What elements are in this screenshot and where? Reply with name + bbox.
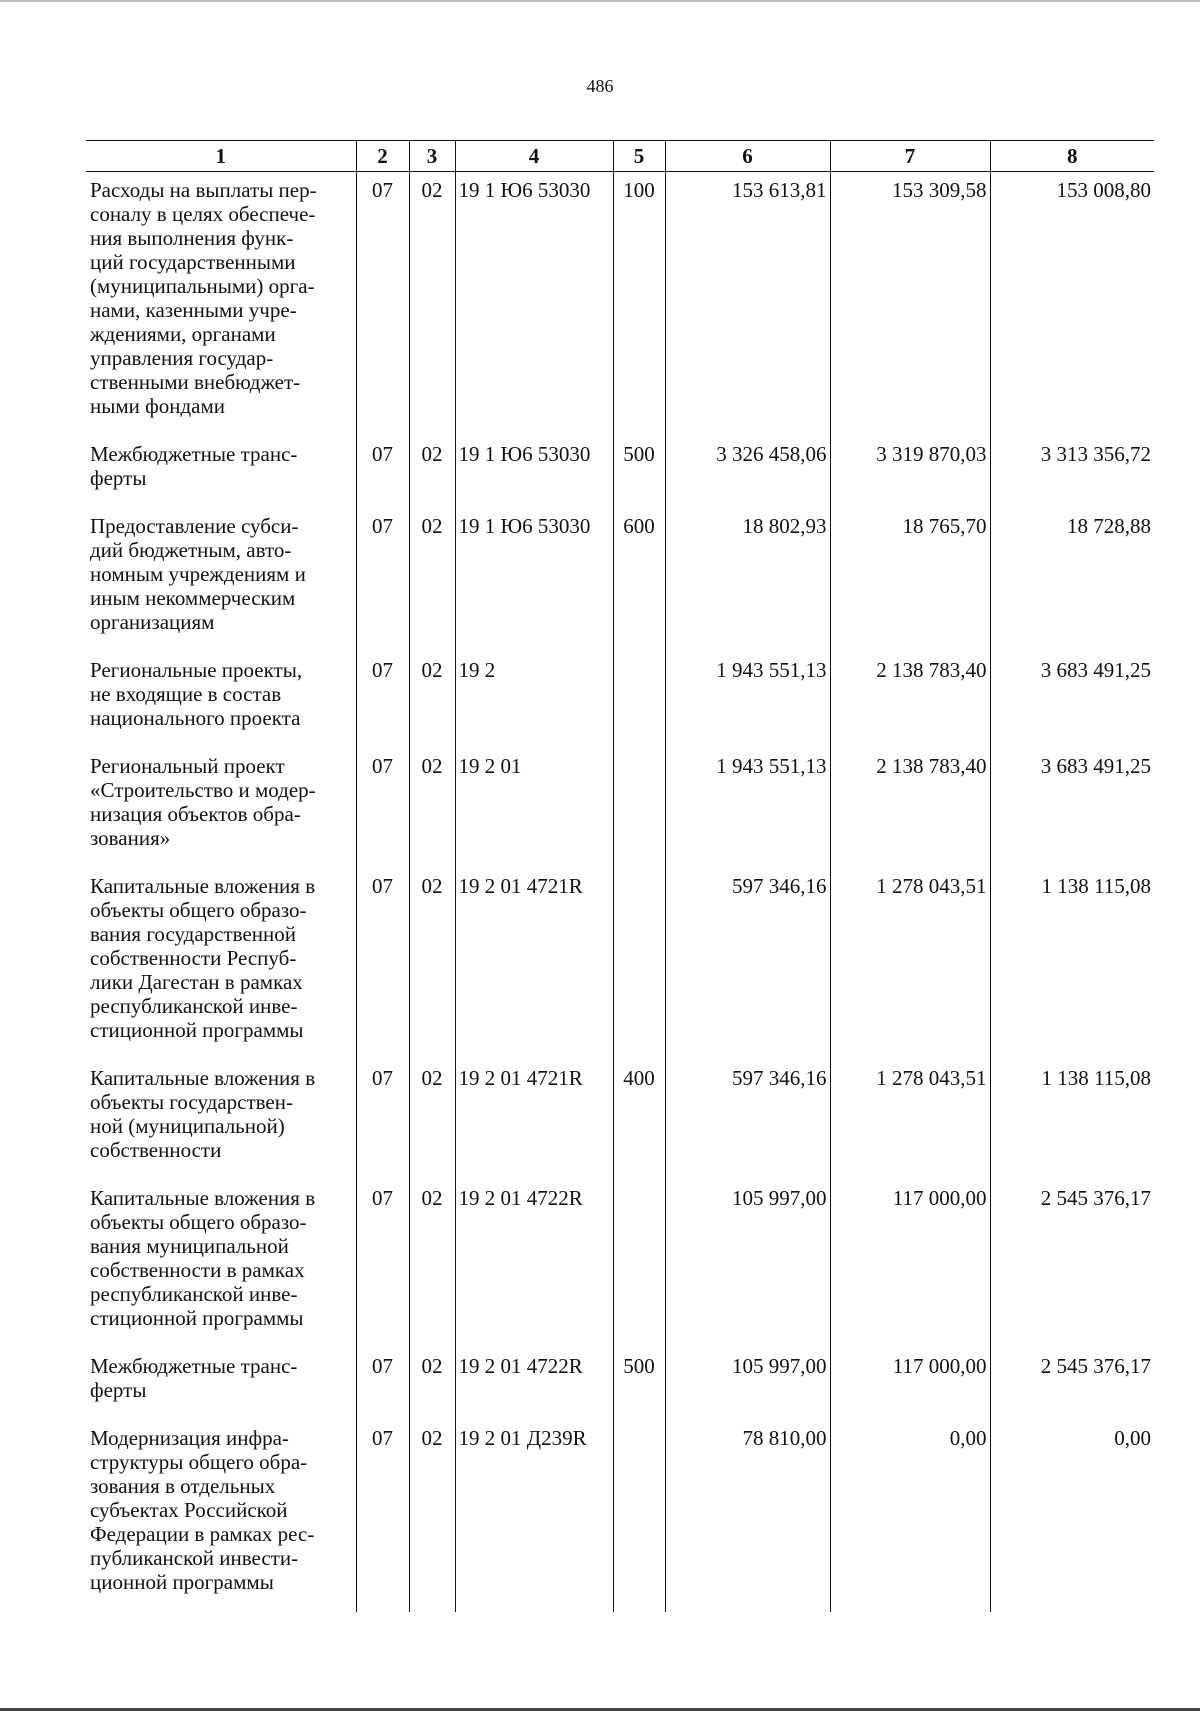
expense-name-cell [86,1180,356,1348]
expense-name-line: публиканской инвести- [90,1546,299,1570]
table-row [86,172,1154,437]
expense-type-cell [613,1420,665,1612]
amount-cell-col8: 3 683 491,25 [990,652,1154,748]
column-header: 5 [613,141,665,172]
expense-name-cell [86,508,356,652]
target-article-cell: 19 2 [455,652,613,748]
expense-name-line: ждениями, органами [90,322,276,346]
expense-type-cell [613,1180,665,1348]
expense-name-line: ционной программы [90,1570,274,1594]
target-article-cell: 19 2 01 4722R [455,1180,613,1348]
amount-cell-col7: 117 000,00 [830,1180,990,1348]
section-code-cell: 07 [356,748,409,868]
expense-name-line: организациям [90,610,215,634]
amount-cell-col6: 1 943 551,13 [665,748,830,868]
expense-name-line: номным учреждениям и [90,562,306,586]
subsection-code-cell: 02 [409,436,455,508]
amount-cell-col7: 117 000,00 [830,1348,990,1420]
amount-cell-col7: 153 309,58 [830,172,990,437]
expense-name-line: зования в отдельных [90,1474,276,1498]
amount-cell-col6: 18 802,93 [665,508,830,652]
expense-name-line: Региональные проекты, [90,658,303,682]
header-row [86,141,1154,172]
expense-type-cell: 400 [613,1060,665,1180]
amount-cell-col6: 153 613,81 [665,172,830,437]
expense-name-line: Федерации в рамках рес- [90,1522,315,1546]
expense-name-line: ций государственными [90,250,296,274]
expense-name-line: Региональный проект [90,754,285,778]
amount-cell-col8: 3 313 356,72 [990,436,1154,508]
column-header: 3 [409,141,455,172]
column-header: 4 [455,141,613,172]
amount-cell-col8: 0,00 [990,1420,1154,1612]
section-code-cell: 07 [356,1060,409,1180]
amount-cell-col8: 18 728,88 [990,508,1154,652]
section-code-cell: 07 [356,1180,409,1348]
expense-name-line: лики Дагестан в рамках [90,970,303,994]
expense-name-line: республиканской инве- [90,994,298,1018]
expense-name-cell [86,1420,356,1612]
amount-cell-col6: 3 326 458,06 [665,436,830,508]
expense-name-line: нами, казенными учре- [90,298,297,322]
expense-name-line: Межбюджетные транс- [90,442,298,466]
amount-cell-col6: 78 810,00 [665,1420,830,1612]
amount-cell-col8: 2 545 376,17 [990,1180,1154,1348]
table-body [86,172,1154,1613]
table-row [86,748,1154,868]
expense-name-line: вания государственной [90,922,297,946]
expense-type-cell: 600 [613,508,665,652]
expense-type-cell: 100 [613,172,665,437]
section-code-cell: 07 [356,508,409,652]
section-code-cell: 07 [356,868,409,1060]
column-header: 1 [86,141,356,172]
amount-cell-col8: 3 683 491,25 [990,748,1154,868]
expense-type-cell [613,868,665,1060]
expense-name-cell [86,652,356,748]
expense-type-cell: 500 [613,1348,665,1420]
expense-name-line: ния выполнения функ- [90,226,294,250]
expense-name-line: Модернизация инфра- [90,1426,289,1450]
expense-name-cell [86,1348,356,1420]
expense-type-cell: 500 [613,436,665,508]
column-header: 6 [665,141,830,172]
expense-name-line: объекты государствен- [90,1090,293,1114]
table-row [86,1180,1154,1348]
amount-cell-col7: 1 278 043,51 [830,1060,990,1180]
section-code-cell: 07 [356,172,409,437]
subsection-code-cell: 02 [409,868,455,1060]
expense-name-line: Капитальные вложения в [90,874,316,898]
target-article-cell: 19 1 Ю6 53030 [455,436,613,508]
expense-name-line: Предоставление субси- [90,514,299,538]
target-article-cell: 19 2 01 4721R [455,1060,613,1180]
expense-name-line: собственности в рамках [90,1258,305,1282]
table-row [86,508,1154,652]
expense-name-line: собственности [90,1138,222,1162]
expense-name-line: стиционной программы [90,1018,304,1042]
amount-cell-col8: 2 545 376,17 [990,1348,1154,1420]
expense-name-line: ферты [90,1378,147,1402]
target-article-cell: 19 2 01 4722R [455,1348,613,1420]
expense-name-line: не входящие в состав [90,682,282,706]
table-row [86,652,1154,748]
amount-cell-col7: 1 278 043,51 [830,868,990,1060]
target-article-cell: 19 2 01 Д239R [455,1420,613,1612]
expense-name-line: структуры общего обра- [90,1450,308,1474]
expense-name-line: иным некоммерческим [90,586,296,610]
expense-name-line: объекты общего образо- [90,898,307,922]
expense-name-line: зования» [90,826,171,850]
subsection-code-cell: 02 [409,508,455,652]
expense-name-line: низация объектов обра- [90,802,301,826]
expense-name-line: Расходы на выплаты пер- [90,178,317,202]
subsection-code-cell: 02 [409,652,455,748]
expense-name-cell [86,868,356,1060]
section-code-cell: 07 [356,1348,409,1420]
section-code-cell: 07 [356,652,409,748]
expense-name-line: собственности Респуб- [90,946,297,970]
subsection-code-cell: 02 [409,1348,455,1420]
column-header: 7 [830,141,990,172]
budget-table [86,140,1154,1612]
expense-type-cell [613,652,665,748]
expense-name-line: стиционной программы [90,1306,304,1330]
expense-name-line: соналу в целях обеспече- [90,202,316,226]
section-code-cell: 07 [356,1420,409,1612]
amount-cell-col8: 1 138 115,08 [990,868,1154,1060]
expense-name-line: республиканской инве- [90,1282,298,1306]
amount-cell-col6: 1 943 551,13 [665,652,830,748]
target-article-cell: 19 2 01 4721R [455,868,613,1060]
expense-name-line: дий бюджетным, авто- [90,538,292,562]
amount-cell-col7: 2 138 783,40 [830,652,990,748]
expense-name-line: ферты [90,466,147,490]
target-article-cell: 19 2 01 [455,748,613,868]
amount-cell-col7: 3 319 870,03 [830,436,990,508]
expense-name-cell [86,172,356,437]
amount-cell-col6: 105 997,00 [665,1348,830,1420]
target-article-cell: 19 1 Ю6 53030 [455,172,613,437]
expense-name-cell [86,436,356,508]
expense-name-line: Межбюджетные транс- [90,1354,298,1378]
table-row [86,1060,1154,1180]
expense-name-cell [86,748,356,868]
amount-cell-col7: 2 138 783,40 [830,748,990,868]
top-scan-edge [0,0,1200,2]
amount-cell-col7: 18 765,70 [830,508,990,652]
amount-cell-col6: 105 997,00 [665,1180,830,1348]
expense-name-line: объекты общего образо- [90,1210,307,1234]
expense-name-cell [86,1060,356,1180]
expense-name-line: вания муниципальной [90,1234,289,1258]
section-code-cell: 07 [356,436,409,508]
column-header: 8 [990,141,1154,172]
subsection-code-cell: 02 [409,1060,455,1180]
amount-cell-col6: 597 346,16 [665,1060,830,1180]
expense-type-cell [613,748,665,868]
subsection-code-cell: 02 [409,748,455,868]
expense-name-line: Капитальные вложения в [90,1066,316,1090]
expense-name-line: управления государ- [90,346,274,370]
expense-name-line: Капитальные вложения в [90,1186,316,1210]
expense-name-line: ственными внебюджет- [90,370,301,394]
target-article-cell: 19 1 Ю6 53030 [455,508,613,652]
amount-cell-col6: 597 346,16 [665,868,830,1060]
subsection-code-cell: 02 [409,1180,455,1348]
subsection-code-cell: 02 [409,172,455,437]
table-row [86,868,1154,1060]
amount-cell-col8: 1 138 115,08 [990,1060,1154,1180]
amount-cell-col7: 0,00 [830,1420,990,1612]
page-number: 486 [586,76,614,96]
amount-cell-col8: 153 008,80 [990,172,1154,437]
bottom-scan-edge [0,1708,1200,1711]
expense-name-line: национального проекта [90,706,301,730]
table-row [86,1420,1154,1612]
table-row [86,1348,1154,1420]
expense-name-line: ными фондами [90,394,226,418]
expense-name-line: ной (муниципальной) [90,1114,285,1138]
table-row [86,436,1154,508]
column-header: 2 [356,141,409,172]
expense-name-line: субъектах Российской [90,1498,288,1522]
expense-name-line: (муниципальными) орга- [90,274,315,298]
expense-name-line: «Строительство и модер- [90,778,316,802]
subsection-code-cell: 02 [409,1420,455,1612]
